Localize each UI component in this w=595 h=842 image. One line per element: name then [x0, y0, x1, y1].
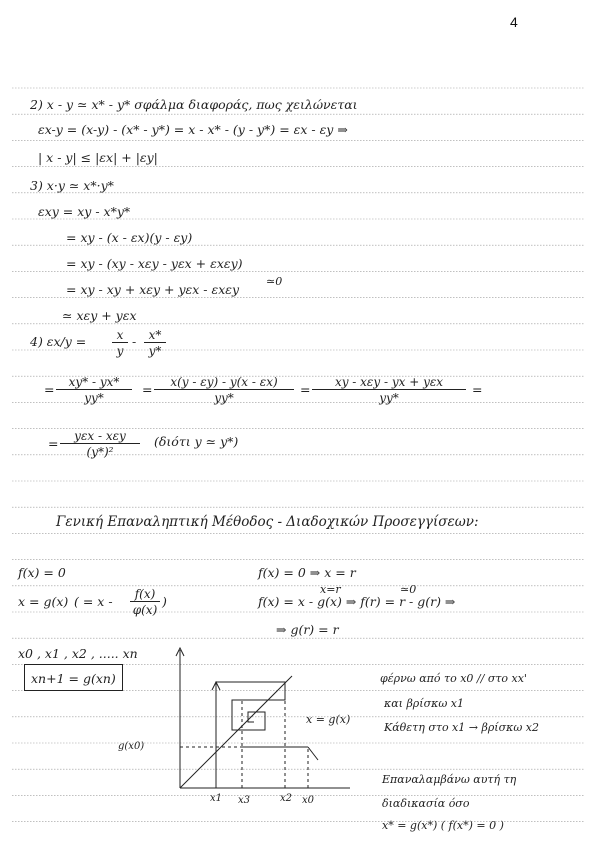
graph-tick-x3: x3	[238, 795, 251, 806]
item2-line2: εx-y = (x-y) - (x* - y*) = x - x* - (y - y*) = εx - εy ⇒	[38, 122, 348, 137]
method-right2-sup: ≃0	[400, 583, 417, 596]
section-heading: Γενική Επαναληπτική Μέθοδος - Διαδοχικών Προσεγγίσεων:	[56, 514, 479, 530]
item4-r2-eq: =	[48, 436, 59, 451]
item4-frac2-den: y*	[148, 344, 162, 358]
item2-line1: 2) x - y ≃ x* - y* σφάλμα διαφοράς, πως χειλώνεται	[30, 97, 358, 112]
item4-frac2-num: x*	[144, 329, 166, 343]
item4-frac1-den: y	[116, 344, 124, 358]
item4-r1-frac2-num: x(y - εy) - y(x - εx)	[154, 376, 294, 390]
item4-r2-den: (y*)²	[86, 445, 114, 459]
note-2: και βρίσκω x1	[384, 697, 464, 710]
method-boxed-text: xn+1 = g(xn)	[31, 671, 116, 686]
graph-tick-x0: x0	[302, 795, 315, 806]
item3-line3: = xy - (x - εx)(y - εy)	[66, 230, 193, 245]
method-left2-close: )	[162, 594, 167, 609]
item4-frac2	[144, 329, 166, 357]
item4-r1-frac2	[154, 376, 294, 404]
item4-r1-end: =	[472, 382, 483, 397]
note-3: Κάθετη στο x1 → βρίσκω x2	[384, 721, 539, 734]
note-6: x* = g(x*) ( f(x*) = 0 )	[382, 819, 504, 832]
page-number: 4	[510, 14, 518, 30]
method-left2: x = g(x)	[18, 594, 69, 609]
item4-lhs: 4) εx/y =	[30, 334, 87, 349]
item4-frac1	[112, 329, 128, 357]
graph-y-label: g(x0)	[118, 741, 145, 752]
method-left2-den: φ(x)	[132, 603, 158, 617]
item4-r2-frac	[60, 430, 140, 458]
graph-tick-x2: x2	[280, 793, 293, 804]
item2-line3: | x - y| ≤ |εx| + |εy|	[38, 150, 158, 165]
method-right2: f(x) = x - g(x) ⇒ f(r) = r - g(r) ⇒	[258, 594, 456, 609]
method-right2-over: x=r	[320, 583, 341, 596]
method-right3: ⇒ g(r) = r	[276, 622, 339, 637]
item3-line5-sup: ≃0	[266, 275, 283, 288]
graph-gx-tail	[308, 747, 318, 760]
item4-r1-frac1	[56, 376, 132, 404]
item4-r1-mid: =	[142, 382, 153, 397]
method-left2-paren: ( = x -	[74, 594, 113, 609]
graph-diagonal	[180, 676, 292, 788]
method-boxed-formula	[24, 664, 123, 691]
item3-line6: ≃ xεy + yεx	[62, 308, 137, 323]
item4-r1-frac1-num: xy* - yx*	[56, 376, 132, 390]
item4-r1-frac3-num: xy - xεy - yx + yεx	[312, 376, 466, 390]
graph-curve-label: x = g(x)	[306, 713, 351, 726]
method-left2-frac	[130, 588, 160, 616]
item3-line5: = xy - xy + xεy + yεx - εxεy	[66, 282, 240, 297]
note-5: διαδικασία όσο	[382, 797, 470, 810]
item4-r1-frac2-den: yy*	[214, 391, 234, 405]
item3-line4: = xy - (xy - xεy - yεx + εxεy)	[66, 256, 243, 271]
method-left2-num: f(x)	[130, 588, 160, 602]
item4-r1-eq: =	[44, 382, 55, 397]
note-4: Επαναλαμβάνω αυτή τη	[382, 773, 517, 786]
item4-r1-frac1-den: yy*	[84, 391, 104, 405]
item4-r2-num: yεx - xεy	[60, 430, 140, 444]
item4-frac1-num: x	[112, 329, 128, 343]
item4-r1-frac3	[312, 376, 466, 404]
method-seq: x0 , x1 , x2 , ..... xn	[18, 646, 138, 661]
item4-r1-frac3-den: yy*	[379, 391, 399, 405]
item4-minus: -	[132, 334, 137, 349]
item3-line1: 3) x·y ≃ x*·y*	[30, 178, 114, 193]
item4-r2-note: (διότι y ≃ y*)	[154, 434, 239, 449]
method-left1: f(x) = 0	[18, 565, 66, 580]
method-right1: f(x) = 0 ⇒ x = r	[258, 565, 356, 580]
graph-cobweb	[216, 682, 285, 785]
graph-tick-x1: x1	[210, 793, 223, 804]
note-1: φέρνω από το x0 // στο xx'	[380, 672, 527, 685]
item3-line2: εxy = xy - x*y*	[38, 204, 131, 219]
item4-r1-tail: =	[300, 382, 311, 397]
